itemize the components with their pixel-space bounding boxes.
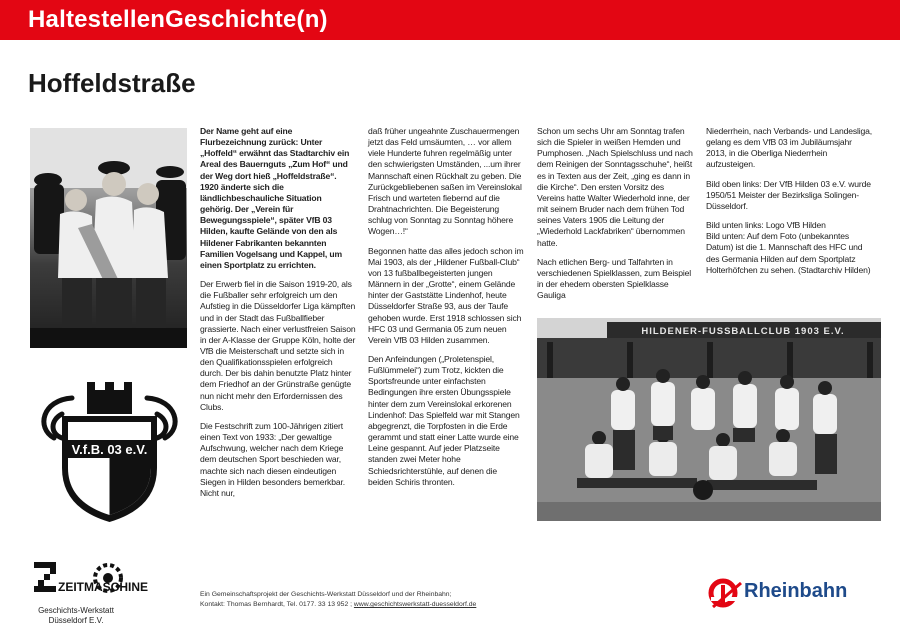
paragraph: Begonnen hatte das alles jedoch schon im Mai 1903, als der „Hildener Fußball-Club“ von 13 fußballbegeisterten jungen Männern in der „Grotte“, einem Gelände hinter der Gaststätte Lindenhof, heute Düsseldorfer Straße 93, aus der Taufe gehoben wurde. Erst 1918 schlossen sich HFC 03 und Germania 05 zum neuen Verein VfB 03 Hilden zusammen. [368,245,524,345]
text-column-2 [368,126,524,496]
crest-text: V.f.B. 03 e.V. [71,442,148,457]
footer-line-2 [200,600,476,610]
text-column-1 [200,126,356,507]
team-photo [537,318,881,521]
banner-title: HaltestellenGeschichte(n) [28,6,328,33]
caption-lower-left: Bild unten links: Logo VfB Hilden [706,220,826,231]
caption-bottom: Bild unten: Auf dem Foto (unbekanntes Datum) ist die 1. Mannschaft des HFC und des Germania Hilden auf dem Sportplatz Holterhöfchen zu sehen. (Stadtarchiv Hilden) [706,231,871,275]
rheinbahn-mark-icon [707,577,743,613]
rheinbahn-wordmark: Rheinbahn [744,580,848,602]
header-banner [0,0,900,40]
paragraph: daß früher ungeahnte Zuschauermengen jetzt das Feld umsäumten, … vor allem viele Hunderte fuhren regelmäßig unter den schwierigsten Umständen, ...um ihrer Mannschaft einen Rückhalt zu geben. Die Zurückgebliebenen saßen im Vereinslokal Frisch und warteten fiebernd auf die Drahtnachrichten. Die Begeisterung schlug von Sonntag zu Sonntag höhere Wogen…!“ [368,126,522,237]
caption-upper-left: Bild oben links: Der VfB Hilden 03 e.V. wurde 1950/51 Meister der Bezirksliga Solingen-Düsseldorf. [706,178,871,211]
zeitmaschine-line-1: Geschichts-Werkstatt [38,606,114,615]
paragraph: Nach etlichen Berg- und Talfahrten in verschiedenen Spielklassen, zum Beispiel in der ehedem obersten Spielklasse Gauliga [537,256,692,301]
text-column-4 [706,126,874,284]
paragraph: Den Anfeindungen („Proletenspiel, Fußlümmelei“) zum Trotz, kickten die Sportsfreunde unter einfachsten Bedingungen ihre ersten Übungsspiele hinter dem zum Vereinslokal erkorenen Lindenhof: Das Spielfeld war mit Stangen abgegrenzt, die Torpfosten in die Erde gerammt und statt einer Latte wurde eine Leine gespannt. Auf jeder Platzseite standen zwei Meter hohe Schiedsrichterstühle, auf denen die beiden Schiris thronten. [368,353,520,487]
intro-paragraph: Der Name geht auf eine Flurbezeichnung zurück: Unter „Hoffeld“ erwähnt das Stadtarchiv ein Areal des Bauernguts „Zum Hof“ und der Weg dort hieß „Hoffeldstraße“. 1920 änderte sich die ländlichbeschauliche Situation gehörig. Der „Verein für Bewegungsspiele“, später VfB 03 Hilden, kaufte Gelände von den als Hildener Fabrikanten bekannten Familien Vogelsang und Kappel, um einen Sportplatz zu errichten. [200,126,350,270]
zeitmaschine-wordmark: ZEITMASCHINE [58,580,148,594]
zeitmaschine-caption [16,606,136,626]
paragraph: Niederrhein, nach Verbands- und Landesliga, gelang es dem VfB 03 im Jubiläumsjahr 2013, in die Oberliga Niederrhein aufzusteigen. [706,126,873,170]
paragraph: Der Erwerb fiel in die Saison 1919-20, als die Fußballer sehr erfolgreich um den Aufstieg in die Düsseldorfer Liga kämpften und in der Stadt das Fußballfieber grassierte. Nach einer verlustfreien Saison in der A-Klasse der Gruppe Köln, holte der VfB die Meisterschaft und setzte sich in den Qualifikationsspielen erfolgreich durch. Der bis dahin benutzte Platz hinter dem Friedhof an der Grünstraße genügte nun nicht mehr den Erfordernissen des Clubs. [200,279,356,412]
zeitmaschine-line-2: Düsseldorf E.V. [48,616,104,625]
paragraph: Die Festschrift zum 100-Jährigen zitiert einen Text von 1933: „Der gewaltige Aufschwung, welcher nach dem Kriege dem deutschen Sport beschieden war, machte sich nach diesen eindeutigen Siegen in Hilden besonders bemerkbar. Nicht nur, [200,420,345,498]
footer-credits [200,590,476,610]
website-link[interactable]: www.geschichtswerkstatt-duesseldorf.de [353,601,477,608]
paragraph: Schon um sechs Uhr am Sonntag trafen sich die Spieler in weißen Hemden und Pumphosen. „Nach Spielschluss und nach dem Reinigen der Sonntagsschuhe“, heißt es in Texten aus der Zeit, „ging es dann in die Kirche“. Den ersten Vorsitz des Vereins hatte Walter Wiederhold inne, der mit seinem Bruder nach dem frühen Tod seines Vaters 1905 die Leitung der „Wiederhold Lackfabriken“ übernommen hatte. [537,126,693,248]
players-photo [30,128,187,348]
page-title: Hoffeldstraße [28,68,196,98]
vfb-crest [32,376,187,526]
footer-line-1: Ein Gemeinschaftsprojekt der Geschichts-Werkstatt Düsseldorf und der Rheinbahn; [200,591,452,598]
team-photo-sign: HILDENER-FUSSBALLCLUB 1903 E.V. [641,326,845,337]
footer-contact: Kontakt: Thomas Bernhardt, Tel. 0177. 33 13 952 ; [200,601,354,608]
text-column-3 [537,126,693,309]
